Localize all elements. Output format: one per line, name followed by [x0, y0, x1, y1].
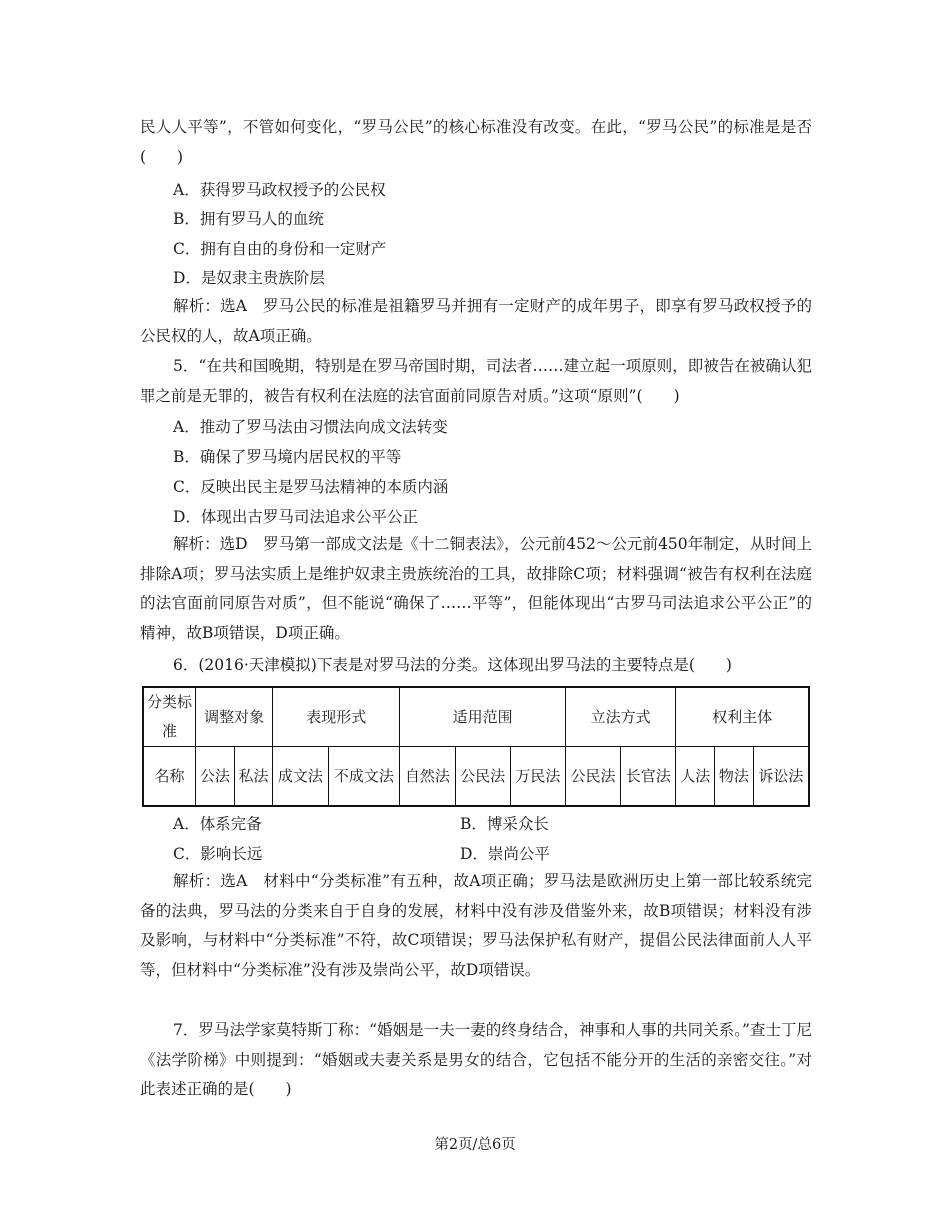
q6-option-b: B．博采众长: [460, 815, 549, 833]
table-cell: 自然法: [400, 747, 455, 807]
table-cell-header: 适用范围: [400, 687, 566, 747]
table-cell: 不成文法: [328, 747, 400, 807]
table-cell-header: 立法方式: [565, 687, 675, 747]
q6-analysis: 解析：选A 材料中“分类标准”有五种，故A项正确；罗马法是欧洲历史上第一部比较系统完备的法典，罗马法的分类来自于自身的发展，材料中没有涉及借鉴外来，故B项错误；材料没有涉及影响，与材料中“分类标准”不符，故C项错误；罗马法保护私有财产，提倡公民法律面前人人平等，但材料中“分类标准”没有涉及崇尚公平，故D项错误。: [140, 872, 812, 979]
table-cell-header: 权利主体: [676, 687, 809, 747]
table-header-row: [143, 687, 809, 747]
q4-option-c: C．拥有自由的身份和一定财产: [173, 240, 387, 258]
q4-option-d: D．是奴隶主贵族阶层: [173, 269, 325, 287]
table-cell: 诉讼法: [753, 747, 809, 807]
table-cell: 万民法: [510, 747, 565, 807]
table-cell-header: 表现形式: [273, 687, 400, 747]
q6-option-d: D．崇尚公平: [460, 845, 550, 863]
table-cell-header: 调整对象: [196, 687, 273, 747]
table-cell: 公法: [196, 747, 235, 807]
table-cell: 私法: [234, 747, 273, 807]
q4-option-a: A．获得罗马政权授予的公民权: [173, 181, 386, 199]
table-cell: 公民法: [565, 747, 620, 807]
q4-analysis: 解析：选A 罗马公民的标准是祖籍罗马并拥有一定财产的成年男子，即享有罗马政权授予的公民权的人，故A项正确。: [140, 297, 812, 345]
q7-stem: 7．罗马法学家莫特斯丁称：“婚姻是一夫一妻的终身结合，神事和人事的共同关系。”查士丁尼《法学阶梯》中则提到：“婚姻或夫妻关系是男女的结合，它包括不能分开的生活的亲密交往。”对此表述正确的是( ): [140, 1021, 812, 1098]
table-cell: 公民法: [455, 747, 510, 807]
table-cell: 成文法: [273, 747, 328, 807]
q5-option-c: C．反映出民主是罗马法精神的本质内涵: [173, 478, 449, 496]
q5-stem: 5．“在共和国晚期，特别是在罗马帝国时期，司法者……建立起一项原则，即被告在被确认犯罪之前是无罪的，被告有权利在法庭的法官面前同原告对质。”这项“原则”( ): [140, 357, 812, 405]
q6-option-c: C．影响长远: [173, 845, 263, 863]
q4-stem: 民人人平等”，不管如何变化，“罗马公民”的核心标准没有改变。在此，“罗马公民”的标准是是否( ): [140, 118, 812, 166]
q5-option-d: D．体现出古罗马司法追求公平公正: [173, 508, 418, 526]
table-cell-header: 分类标准: [143, 687, 196, 747]
q4-option-b: B．拥有罗马人的血统: [173, 210, 324, 228]
table-cell-name-label: 名称: [143, 747, 196, 807]
page-footer: 第2页/总6页: [434, 1137, 516, 1153]
table-name-row: [143, 747, 809, 807]
q5-option-b: B．确保了罗马境内居民权的平等: [173, 448, 402, 466]
table-cell: 人法: [676, 747, 715, 807]
q5-option-a: A．推动了罗马法由习惯法向成文法转变: [173, 418, 448, 436]
table-cell: 物法: [715, 747, 754, 807]
roman-law-classification-table: [142, 686, 810, 807]
table-cell: 长官法: [621, 747, 676, 807]
q5-analysis: 解析：选D 罗马第一部成文法是《十二铜表法》，公元前452～公元前450年制定，从时间上排除A项；罗马法实质上是维护奴隶主贵族统治的工具，故排除C项；材料强调“被告有权利在法庭的法官面前同原告对质”，但不能说“确保了……平等”，但能体现出“古罗马司法追求公平公正”的精神，故B项错误，D项正确。: [140, 535, 812, 642]
q6-option-a: A．体系完备: [173, 815, 262, 833]
q6-stem: 6．(2016·天津模拟)下表是对罗马法的分类。这体现出罗马法的主要特点是( ): [173, 656, 732, 674]
